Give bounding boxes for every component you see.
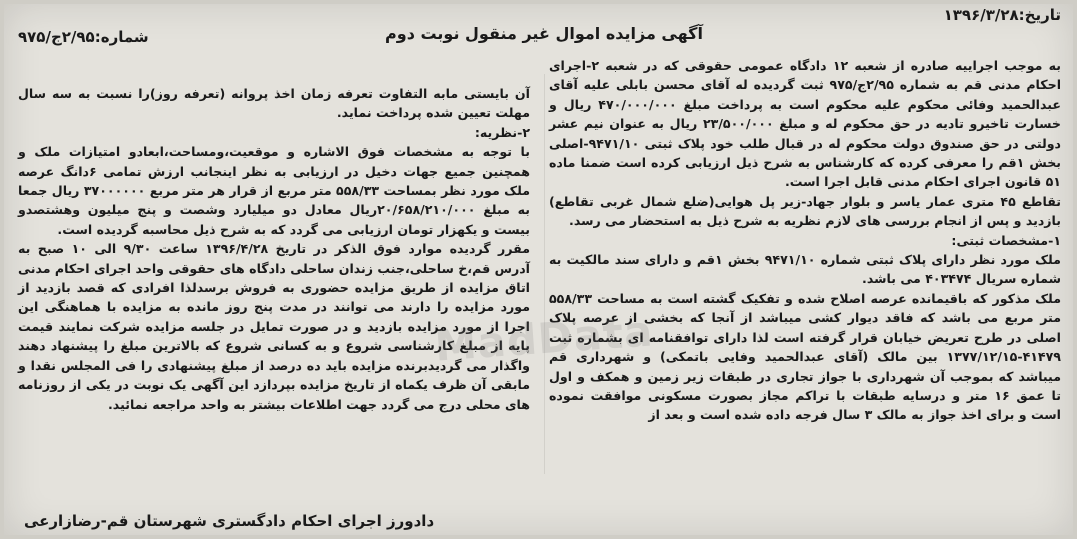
watermark: MadData bbox=[433, 306, 655, 371]
paragraph-location: تقاطع ۴۵ متری عمار یاسر و بلوار جهاد-زیر پل هوایی(ضلع شمال غربی تقاطع) بازدید و پس از انجام بررسی های لازم نظریه به شرح ذیل به استحضار می رسد. bbox=[549, 193, 1062, 229]
paragraph-registration: ملک مورد نظر دارای پلاک ثبتی شماره ۹۴۷۱/۱۰ بخش ۱قم و دارای سند مالکیت به شماره سریال ۴۰۳۴۷۴ می باشد. bbox=[549, 252, 1061, 287]
document-title: آگهی مزایده اموال غیر منقول نوبت دوم bbox=[385, 24, 703, 43]
document-number: شماره:۲/۹۵ج/۹۷۵ bbox=[18, 28, 149, 46]
section-heading-registration: ۱-مشخصات ثبتی: bbox=[951, 232, 1061, 248]
column-divider bbox=[544, 74, 545, 474]
newspaper-clipping bbox=[4, 4, 1073, 535]
left-column bbox=[18, 84, 530, 414]
paragraph-continuation: آن بایستی مابه التفاوت تعرفه زمان اخذ پروانه (تعرفه روز)را نسبت به سه سال مهلت تعیین شده پرداخت نماید. bbox=[18, 86, 530, 121]
paragraph-property-details: ملک مذکور که باقیمانده عرصه اصلاح شده و تفکیک گشته است به مساحت ۵۵۸/۳۳ متر مربع می باشد که فاقد دیوار کشی میباشد از آنجا که بخشی از عرصه پلاک اصلی در طرح تعریض خیابان قرار گرفته است لذا دارای توافقنامه ای بشماره ثبت ۴۱۴۷۹-۱۳۷۷/۱۲/۱۵ بین مالک (آقای عبدالحمید وفایی باتمکی) و شهرداری قم میباشد که بموجب آن شهرداری با جواز تجاری در طبقات زیر زمین و همکف و اول تا عمق ۱۶ متر و درسایه طبقات با تراکم مجاز بصورت مسکونی موافقت نموده است و برای اخذ جواز به مالک ۳ سال فرجه داده شده است و بعد از bbox=[549, 290, 1061, 423]
signature-line: دادورز اجرای احکام دادگستری شهرستان قم-رضازارعی bbox=[24, 512, 435, 530]
paragraph-auction-terms: مقرر گردیده موارد فوق الذکر در تاریخ ۱۳۹۶/۴/۲۸ ساعت ۹/۳۰ الی ۱۰ صبح به آدرس قم،خ ساحلی،جنب زندان ساحلی دادگاه های حقوقی واحد اجرای احکام مدنی اتاق مزایده از طریق مزایده حضوری به فروش برسدلذا افرادی که قصد بازدید از مورد مزایده را دارند می توانند در مدت پنج روز مانده به مزایده با هماهنگی این اجرا از مورد مزایده بازدید و در صورت تمایل در جلسه مزایده شرکت نمایند قیمت پایه از مبلغ کارشناسی شروع و به کسانی شروع که بالاترین مبلغ را پیشنهاد دهند واگذار می گردیدبرنده مزایده باید ده درصد از مبلغ پیشنهادی را فی المجلس نقدا و مابقی آن ظرف یکماه از تاریخ مزایده بپردازد این آگهی یک نوبت در یکی از روزنامه های محلی درج می گردد جهت اطلاعات بیشتر به واحد مراجعه نمائید. bbox=[18, 241, 531, 412]
section-heading-opinion: ۲-نظریه: bbox=[474, 124, 530, 140]
paragraph-valuation: با توجه به مشخصات فوق الاشاره و موقعیت،ومساحت،ابعادو امتیازات ملک و همچنین جمیع جهات دخیل در ارزیابی به نظر اینجانب ارزش تمامی ۶دانگ عرصه ملک مورد نظر بمساحت ۵۵۸/۳۳ متر مربع از قرار هر متر مربع ۳۷۰۰۰۰۰۰ ریال جمعا به مبلغ ۲۰/۶۵۸/۲۱۰/۰۰۰ریال معادل دو میلیارد وشصت و پنج میلیون وهشتصدو بیست و یکهزار تومان ارزیابی می گردد که به شرح ذیل محاسبه گردیده است. bbox=[18, 144, 531, 237]
document-date: تاریخ:۱۳۹۶/۳/۲۸ bbox=[943, 6, 1061, 24]
paragraph-intro: به موجب اجراییه صادره از شعبه ۱۲ دادگاه عمومی حقوقی که در شعبه ۲-اجرای احکام مدنی قم به شماره ۲/۹۵ج/۹۷۵ ثبت گردیده له آقای محسن بابلی علیه آقای عبدالحمید وفائی محکوم علیه محکوم است به پرداخت مبلغ ۴۷۰/۰۰۰/۰۰۰ ریال و خسارت تاخیرو تادیه در حق محکوم له و مبلغ ۲۳/۵۰۰/۰۰۰ ریال به عنوان نیم عشر دولتی در حق صندوق دولت محکوم له در قبال طلب خود پلاک ثبتی ۹۴۷۱/۱۰-اصلی بخش ۱قم را معرفی کرده که کارشناس به شرح ذیل ارزیابی کرده است ضمنا ماده ۵۱ قانون اجرای احکام مدنی قابل اجرا است. bbox=[549, 58, 1062, 190]
right-column bbox=[549, 56, 1061, 425]
